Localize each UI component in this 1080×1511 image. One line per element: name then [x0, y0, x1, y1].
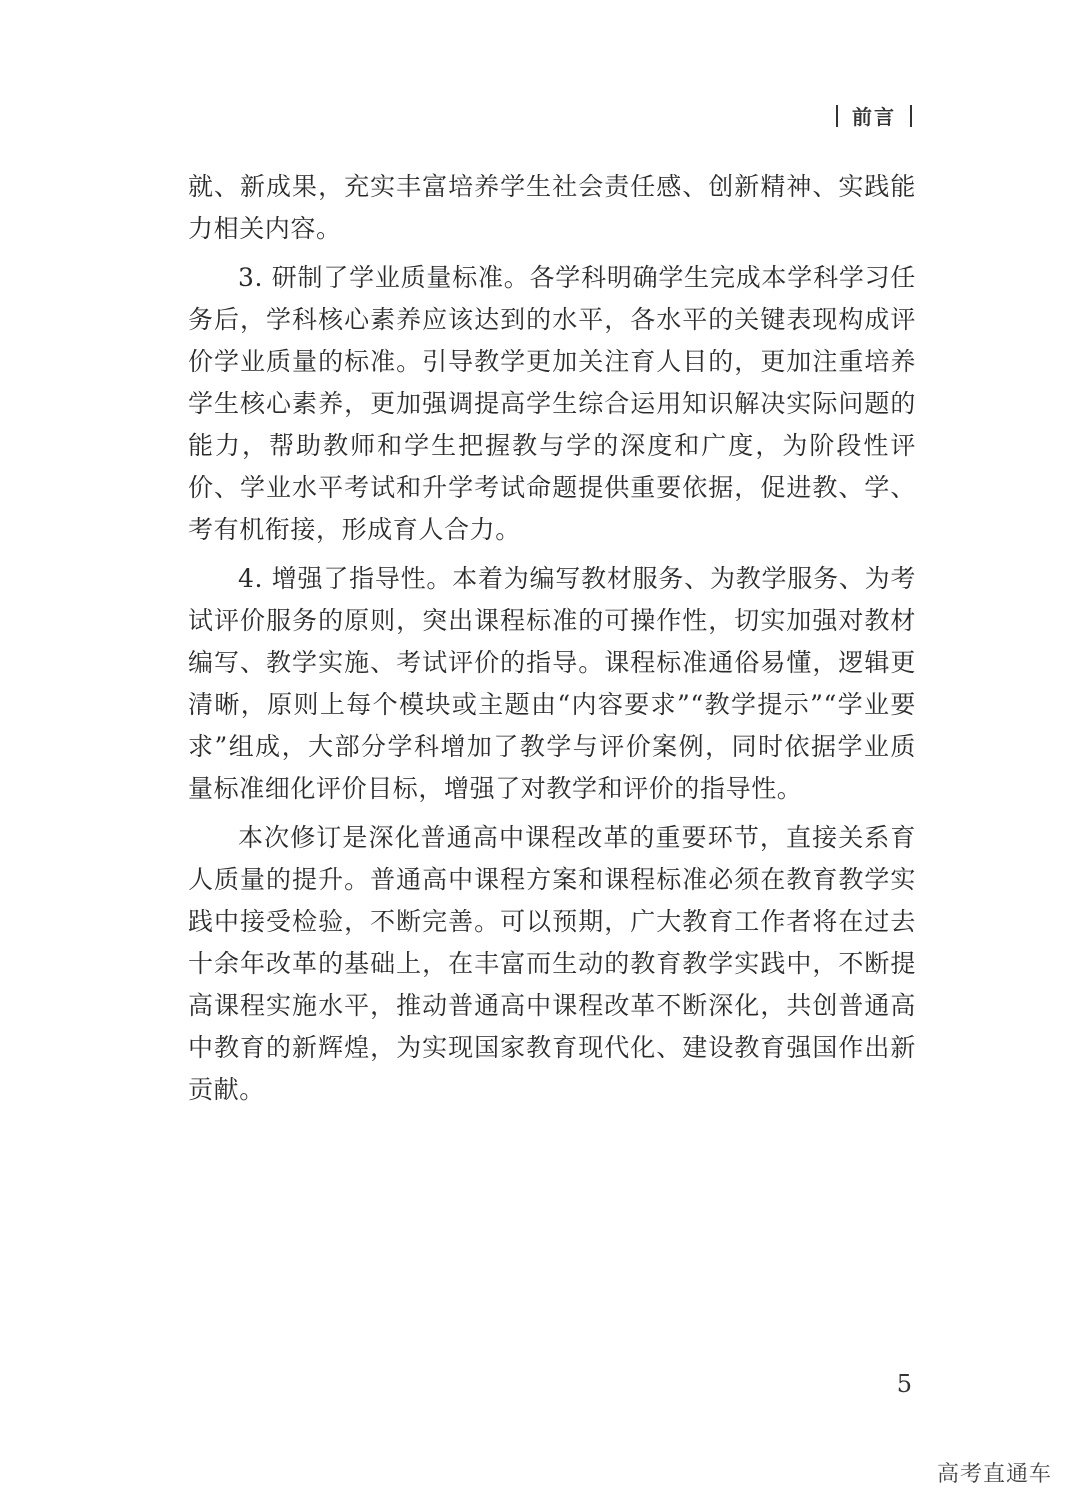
- page-body: [188, 166, 916, 1118]
- running-head-left-rule: [836, 105, 838, 127]
- paragraph-continuation: 就、新成果，充实丰富培养学生社会责任感、创新精神、实践能力相关内容。: [188, 172, 916, 243]
- page-number: 5: [896, 1370, 912, 1398]
- paragraph-item-4: 4. 增强了指导性。本着为编写教材服务、为教学服务、为考试评价服务的原则，突出课程标准的可操作性，切实加强对教材编写、教学实施、考试评价的指导。课程标准通俗易懂，逻辑更清晰，原则上每个模块或主题由“内容要求”“教学提示”“学业要求”组成，大部分学科增加了教学与评价案例，同时依据学业质量标准细化评价目标，增强了对教学和评价的指导性。: [188, 564, 916, 803]
- paragraph-item-3: 3. 研制了学业质量标准。各学科明确学生完成本学科学习任务后，学科核心素养应该达到的水平，各水平的关键表现构成评价学业质量的标准。引导教学更加关注育人目的，更加注重培养学生核心素养，更加强调提高学生综合运用知识解决实际问题的能力，帮助教师和学生把握教与学的深度和广度，为阶段性评价、学业水平考试和升学考试命题提供重要依据，促进教、学、考有机衔接，形成育人合力。: [188, 263, 916, 544]
- running-head-right-rule: [910, 105, 912, 127]
- watermark-text: 高考直通车: [936, 1462, 1052, 1487]
- running-head-title: 前言: [852, 105, 896, 129]
- paragraph-conclusion: 本次修订是深化普通高中课程改革的重要环节，直接关系育人质量的提升。普通高中课程方案和课程标准必须在教育教学实践中接受检验，不断完善。可以预期，广大教育工作者将在过去十余年改革的基础上，在丰富而生动的教育教学实践中，不断提高课程实施水平，推动普通高中课程改革不断深化，共创普通高中教育的新辉煌，为实现国家教育现代化、建设教育强国作出新贡献。: [188, 823, 916, 1104]
- running-head: [836, 101, 912, 130]
